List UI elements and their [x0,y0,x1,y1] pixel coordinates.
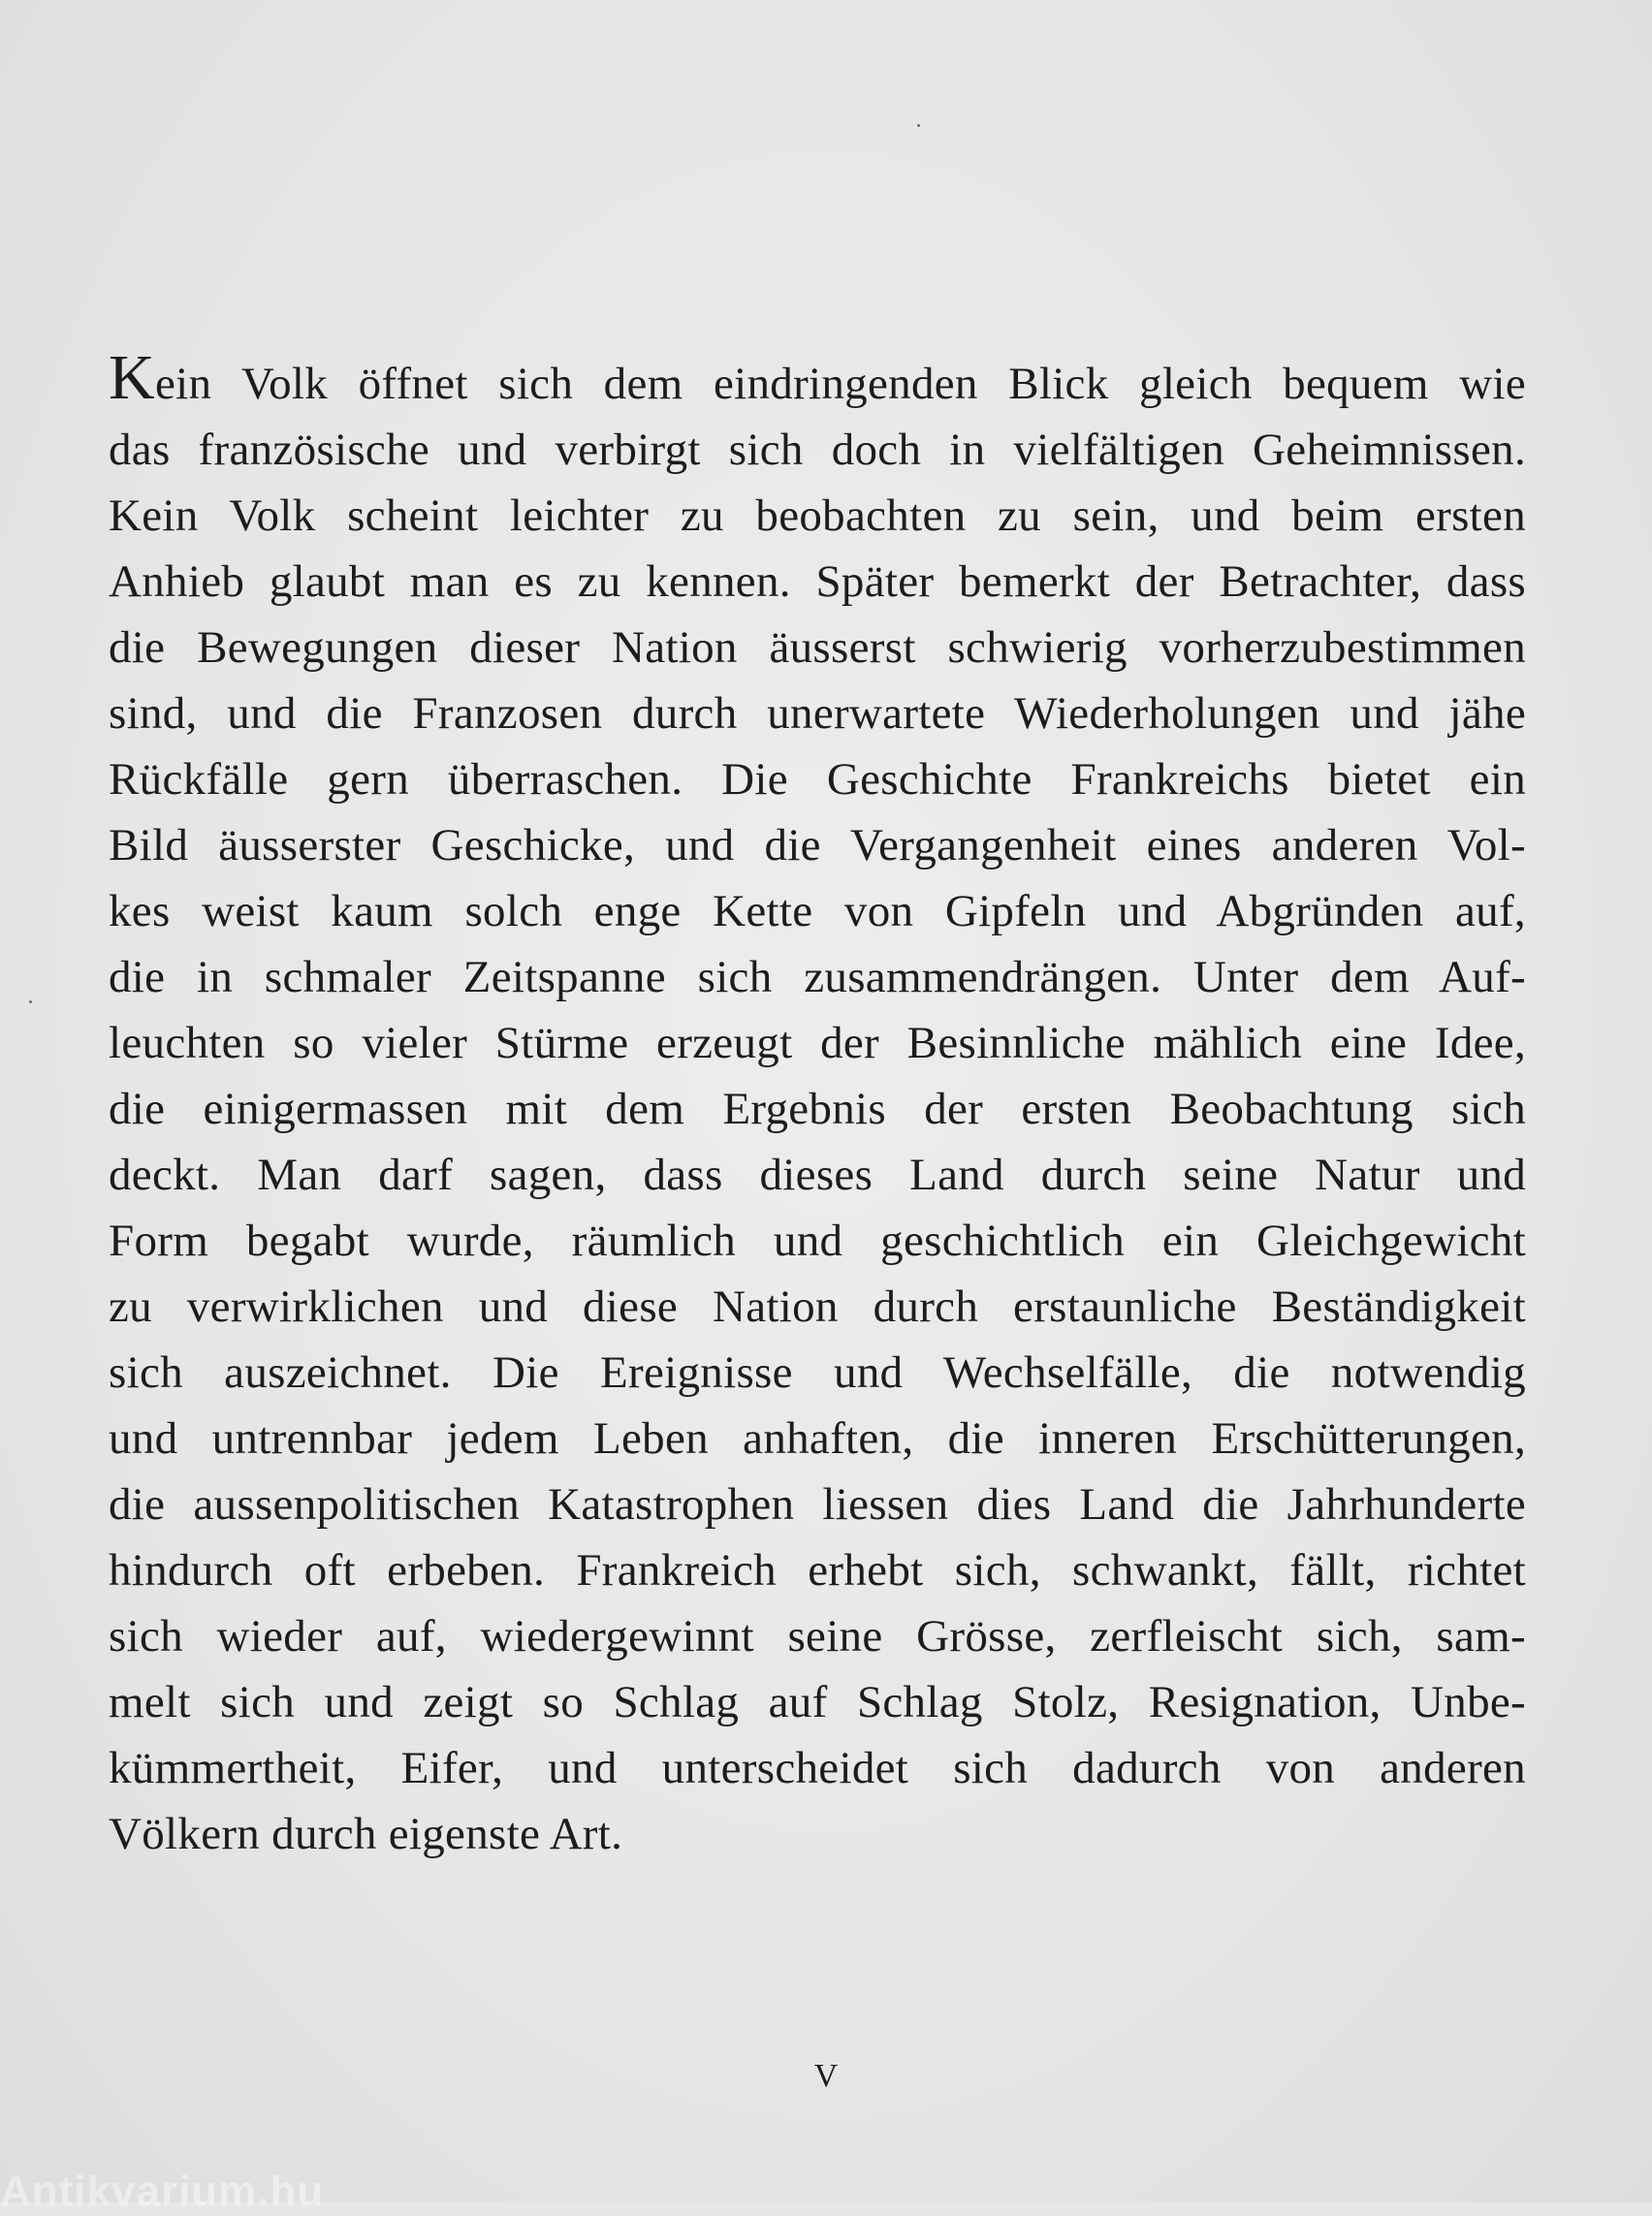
text-line: die einigermassen mit dem Ergebnis der ersten Beobachtung sich [109,1084,1526,1134]
text-line: kümmertheit, Eifer, und unterscheidet sich dadurch von anderen [109,1743,1526,1793]
text-line: Bild äusserster Geschicke, und die Vergangenheit eines anderen Vol- [109,820,1526,871]
initial-capital: K [109,342,155,413]
paper-speck [917,124,920,127]
text-line: zu verwirklichen und diese Nation durch erstaunliche Beständigkeit [109,1282,1526,1332]
text-line: sich wieder auf, wiedergewinnt seine Grösse, zerfleischt sich, sam- [109,1611,1526,1662]
text-line: Form begabt wurde, räumlich und geschichtlich ein Gleichgewicht [109,1216,1526,1266]
text-line: die aussenpolitischen Katastrophen liessen dies Land die Jahrhunderte [109,1479,1526,1530]
watermark-logo: Antikvarium.hu [0,2168,325,2215]
text-line: Anhieb glaubt man es zu kennen. Später bemerkt der Betrachter, dass [109,556,1526,607]
text-line: sind, und die Franzosen durch unerwartete Wiederholungen und jähe [109,688,1526,739]
text-line: und untrennbar jedem Leben anhaften, die inneren Erschütterungen, [109,1413,1526,1464]
text-line: Rückfälle gern überraschen. Die Geschichte Frankreichs bietet ein [109,754,1526,805]
text-line: Völkern durch eigenste Art. [109,1809,623,1859]
text-line: hindurch oft erbeben. Frankreich erhebt sich, schwankt, fällt, richtet [109,1545,1526,1596]
text-line: sich auszeichnet. Die Ereignisse und Wechselfälle, die notwendig [109,1347,1526,1398]
text-line: die Bewegungen dieser Nation äusserst schwierig vorherzubestimmen [109,622,1526,673]
text-line: leuchten so vieler Stürme erzeugt der Besinnliche mählich eine Idee, [109,1018,1526,1068]
text-line: melt sich und zeigt so Schlag auf Schlag Stolz, Resignation, Unbe- [109,1677,1526,1727]
text-line: die in schmaler Zeitspanne sich zusammendrängen. Unter dem Auf- [109,952,1526,1002]
text-line: Kein Volk öffnet sich dem eindringenden Blick gleich bequem wie [109,342,1526,413]
body-paragraph [109,342,1526,1867]
paper-speck [29,1000,32,1003]
text-line: kes weist kaum solch enge Kette von Gipfeln und Abgründen auf, [109,886,1526,936]
text-line: deckt. Man darf sagen, dass dieses Land durch seine Natur und [109,1150,1526,1200]
page-number: V [813,2058,839,2094]
text-line: Kein Volk scheint leichter zu beobachten zu sein, und beim ersten [109,491,1526,541]
text-line: das französische und verbirgt sich doch in vielfältigen Geheimnissen. [109,425,1526,475]
